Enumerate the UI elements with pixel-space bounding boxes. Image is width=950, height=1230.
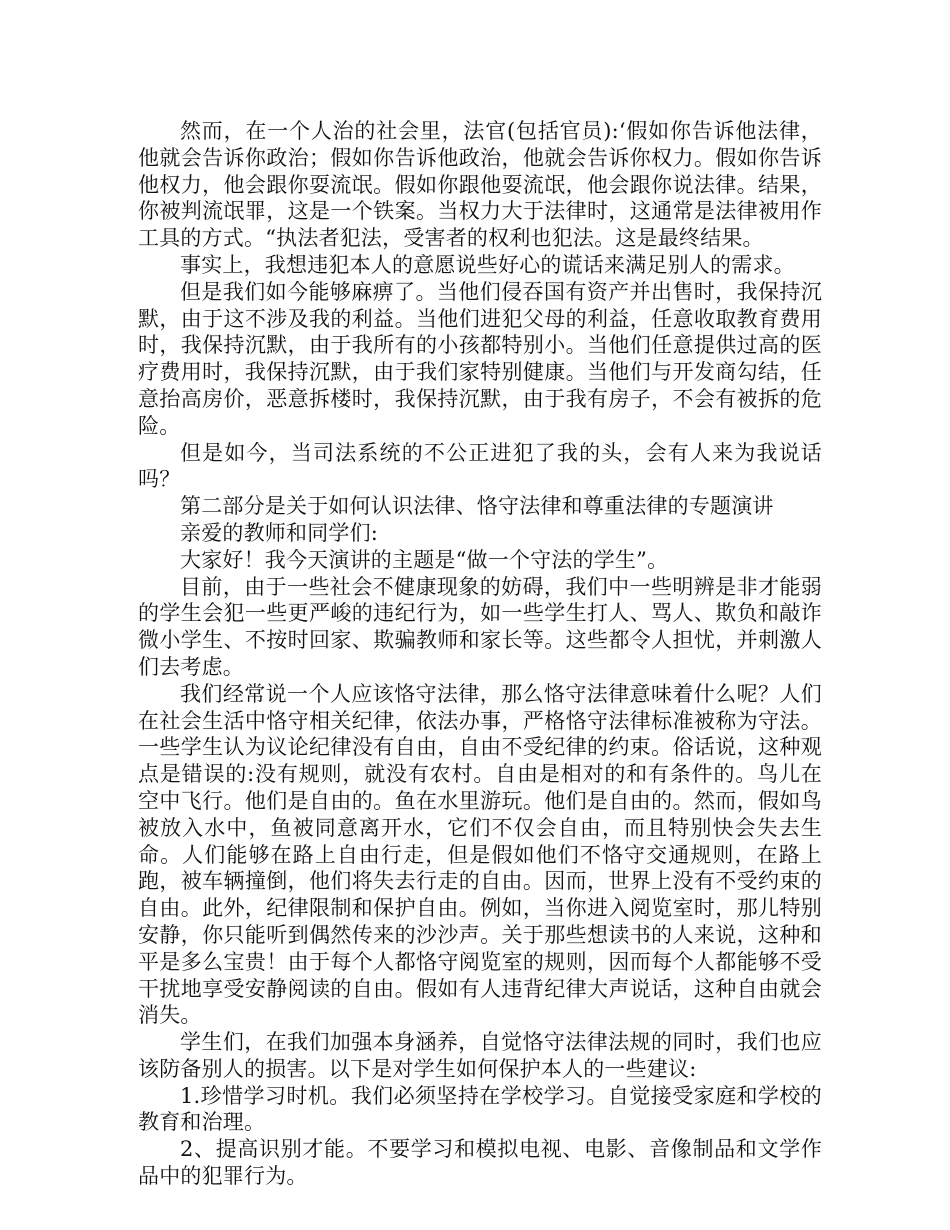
document-body — [138, 118, 822, 1190]
paragraph-current-situation: 目前，由于一些社会不健康现象的妨碍，我们中一些明辨是非才能弱的学生会犯一些更严峻的违纪行为，如一些学生打人、骂人、欺负和敲诈微小学生、不按时回家、欺骗教师和家长等。这些都令人担忧，并刺激人们去考虑。 — [138, 574, 822, 679]
paragraph-self-protection-intro: 学生们，在我们加强本身涵养，自觉恪守法律法规的同时，我们也应该防备别人的损害。以下是对学生如何保护本人的一些建议: — [138, 1030, 822, 1081]
paragraph-rule-of-man: 然而，在一个人治的社会里，法官(包括官员):‘假如你告诉他法律，他就会告诉你政治；假如你告诉他政治，他就会告诉你权力。假如你告诉他权力，他会跟你耍流氓。假如你跟他耍流氓，他会跟你说法律。结果，你被判流氓罪，这是一个铁案。当权力大于法律时，这通常是法律被用作工具的方式。“执法者犯法，受害者的权利也犯法。这是最终结果。 — [138, 119, 822, 251]
paragraph-silence: 但是我们如今能够麻痹了。当他们侵吞国有资产并出售时，我保持沉默，由于这不涉及我的利益。当他们进犯父母的利益，任意收取教育费用时，我保持沉默，由于我所有的小孩都特别小。当他们任意提供过高的医疗费用时，我保持沉默，由于我们家特别健康。当他们与开发商勾结，任意抬高房价，恶意拆楼时，我保持沉默，由于我有房子，不会有被拆的危险。 — [138, 279, 822, 438]
list-item-study-opportunity: 1.珍惜学习时机。我们必须坚持在学校学习。自觉接受家庭和学校的教育和治理。 — [138, 1083, 822, 1135]
list-item-identification-ability: 2、提高识别才能。不要学习和模拟电视、电影、音像制品和文学作品中的犯罪行为。 — [138, 1137, 822, 1189]
paragraph-who-speaks: 但是如今，当司法系统的不公正进犯了我的头，会有人来为我说话吗？ — [138, 440, 822, 492]
speech-salutation: 亲爱的教师和同学们: — [180, 520, 379, 545]
speech-greeting: 大家好！我今天演讲的主题是“做一个守法的学生”。 — [180, 547, 669, 572]
paragraph-freedom-and-discipline: 我们经常说一个人应该恪守法律，那么恪守法律意味着什么呢？人们在社会生活中恪守相关纪律，依法办事，严格恪守法律标准被称为守法。一些学生认为议论纪律没有自由，自由不受纪律的约束。俗话说，这种观点是错误的:没有规则，就没有农村。自由是相对的和有条件的。鸟儿在空中飞行。他们是自由的。鱼在水里游玩。他们是自由的。然而，假如鸟被放入水中，鱼被同意离开水，它们不仅会自由，而且特别快会失去生命。人们能够在路上自由行走，但是假如他们不恪守交通规则，在路上跑，被车辆撞倒，他们将失去行走的自由。因而，世界上没有不受约束的自由。此外，纪律限制和保护自由。例如，当你进入阅览室时，那儿特别安静，你只能听到偶然传来的沙沙声。关于那些想读书的人来说，这种和平是多么宝贵！由于每个人都恪守阅览室的规则，因而每个人都能够不受干扰地享受安静阅读的自由。假如有人违背纪律大声说话，这种自由就会消失。 — [138, 681, 822, 1028]
paragraph-white-lies: 事实上，我想违犯本人的意愿说些好心的谎话来满足别人的需求。 — [180, 252, 795, 277]
section-heading-part-two: 第二部分是关于如何认识法律、恪守法律和尊重法律的专题演讲 — [180, 494, 774, 519]
